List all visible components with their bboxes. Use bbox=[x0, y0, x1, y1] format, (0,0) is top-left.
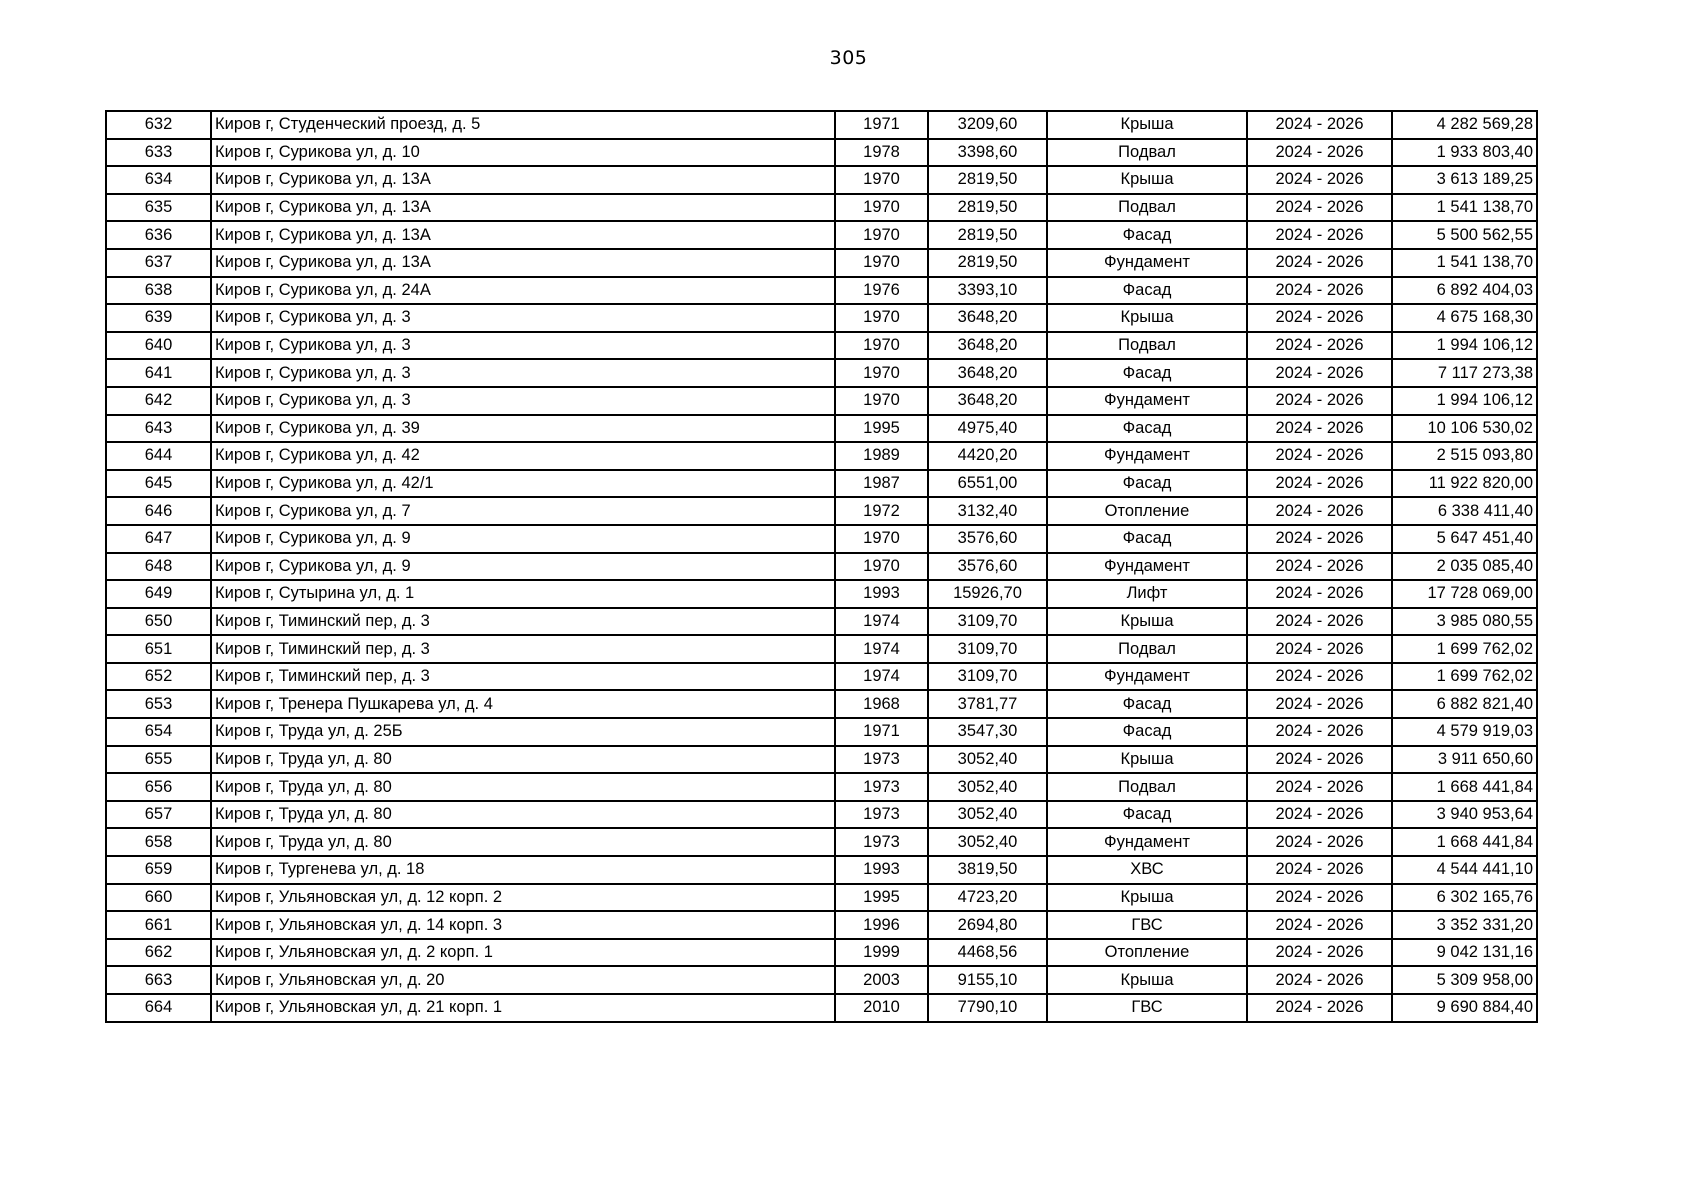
address-cell: Киров г, Труда ул, д. 80 bbox=[211, 801, 835, 829]
work-type-cell: Подвал bbox=[1047, 635, 1247, 663]
row-number: 651 bbox=[106, 635, 211, 663]
address-cell: Киров г, Сурикова ул, д. 3 bbox=[211, 332, 835, 360]
period-cell: 2024 - 2026 bbox=[1247, 580, 1392, 608]
address-cell: Киров г, Сурикова ул, д. 9 bbox=[211, 525, 835, 553]
build-year-cell: 1971 bbox=[835, 111, 928, 139]
work-type-cell: Подвал bbox=[1047, 332, 1247, 360]
work-type-cell: Фундамент bbox=[1047, 442, 1247, 470]
address-cell: Киров г, Тиминский пер, д. 3 bbox=[211, 635, 835, 663]
table-row bbox=[106, 497, 1537, 525]
address-cell: Киров г, Сурикова ул, д. 9 bbox=[211, 553, 835, 581]
row-number: 641 bbox=[106, 359, 211, 387]
build-year-cell: 1989 bbox=[835, 442, 928, 470]
build-year-cell: 1970 bbox=[835, 525, 928, 553]
cost-cell: 5 647 451,40 bbox=[1392, 525, 1537, 553]
area-cell: 4468,56 bbox=[928, 939, 1047, 967]
build-year-cell: 1970 bbox=[835, 221, 928, 249]
build-year-cell: 1970 bbox=[835, 553, 928, 581]
table-row bbox=[106, 884, 1537, 912]
table-body bbox=[106, 111, 1537, 1022]
build-year-cell: 1974 bbox=[835, 608, 928, 636]
row-number: 652 bbox=[106, 663, 211, 691]
table-row bbox=[106, 994, 1537, 1022]
address-cell: Киров г, Сурикова ул, д. 42/1 bbox=[211, 470, 835, 498]
address-cell: Киров г, Сурикова ул, д. 3 bbox=[211, 387, 835, 415]
area-cell: 3109,70 bbox=[928, 608, 1047, 636]
address-cell: Киров г, Ульяновская ул, д. 14 корп. 3 bbox=[211, 911, 835, 939]
period-cell: 2024 - 2026 bbox=[1247, 415, 1392, 443]
period-cell: 2024 - 2026 bbox=[1247, 304, 1392, 332]
address-cell: Киров г, Сурикова ул, д. 39 bbox=[211, 415, 835, 443]
period-cell: 2024 - 2026 bbox=[1247, 525, 1392, 553]
row-number: 638 bbox=[106, 277, 211, 305]
row-number: 632 bbox=[106, 111, 211, 139]
work-type-cell: Лифт bbox=[1047, 580, 1247, 608]
address-cell: Киров г, Сурикова ул, д. 42 bbox=[211, 442, 835, 470]
build-year-cell: 1995 bbox=[835, 884, 928, 912]
area-cell: 3052,40 bbox=[928, 746, 1047, 774]
period-cell: 2024 - 2026 bbox=[1247, 194, 1392, 222]
address-cell: Киров г, Ульяновская ул, д. 21 корп. 1 bbox=[211, 994, 835, 1022]
area-cell: 3547,30 bbox=[928, 718, 1047, 746]
table-row bbox=[106, 801, 1537, 829]
work-type-cell: Фундамент bbox=[1047, 828, 1247, 856]
period-cell: 2024 - 2026 bbox=[1247, 884, 1392, 912]
area-cell: 3819,50 bbox=[928, 856, 1047, 884]
work-type-cell: Фасад bbox=[1047, 359, 1247, 387]
address-cell: Киров г, Ульяновская ул, д. 2 корп. 1 bbox=[211, 939, 835, 967]
work-type-cell: Фасад bbox=[1047, 415, 1247, 443]
area-cell: 3648,20 bbox=[928, 304, 1047, 332]
address-cell: Киров г, Сурикова ул, д. 3 bbox=[211, 359, 835, 387]
cost-cell: 6 892 404,03 bbox=[1392, 277, 1537, 305]
period-cell: 2024 - 2026 bbox=[1247, 746, 1392, 774]
cost-cell: 10 106 530,02 bbox=[1392, 415, 1537, 443]
address-cell: Киров г, Сурикова ул, д. 3 bbox=[211, 304, 835, 332]
cost-cell: 1 994 106,12 bbox=[1392, 387, 1537, 415]
address-cell: Киров г, Тиминский пер, д. 3 bbox=[211, 663, 835, 691]
build-year-cell: 1970 bbox=[835, 304, 928, 332]
area-cell: 4975,40 bbox=[928, 415, 1047, 443]
row-number: 654 bbox=[106, 718, 211, 746]
area-cell: 3109,70 bbox=[928, 635, 1047, 663]
build-year-cell: 1973 bbox=[835, 828, 928, 856]
cost-cell: 1 933 803,40 bbox=[1392, 139, 1537, 167]
page-number: 305 bbox=[829, 47, 868, 69]
cost-cell: 6 882 821,40 bbox=[1392, 690, 1537, 718]
table-row bbox=[106, 166, 1537, 194]
work-type-cell: ХВС bbox=[1047, 856, 1247, 884]
cost-cell: 3 985 080,55 bbox=[1392, 608, 1537, 636]
cost-cell: 7 117 273,38 bbox=[1392, 359, 1537, 387]
cost-cell: 1 541 138,70 bbox=[1392, 249, 1537, 277]
work-type-cell: ГВС bbox=[1047, 994, 1247, 1022]
table-row bbox=[106, 194, 1537, 222]
area-cell: 3052,40 bbox=[928, 773, 1047, 801]
work-type-cell: Фасад bbox=[1047, 277, 1247, 305]
table-row bbox=[106, 608, 1537, 636]
cost-cell: 4 675 168,30 bbox=[1392, 304, 1537, 332]
table-row bbox=[106, 221, 1537, 249]
row-number: 646 bbox=[106, 497, 211, 525]
build-year-cell: 1970 bbox=[835, 387, 928, 415]
work-type-cell: Фасад bbox=[1047, 221, 1247, 249]
row-number: 662 bbox=[106, 939, 211, 967]
row-number: 637 bbox=[106, 249, 211, 277]
address-cell: Киров г, Труда ул, д. 25Б bbox=[211, 718, 835, 746]
period-cell: 2024 - 2026 bbox=[1247, 966, 1392, 994]
cost-cell: 5 500 562,55 bbox=[1392, 221, 1537, 249]
build-year-cell: 1993 bbox=[835, 580, 928, 608]
table-row bbox=[106, 773, 1537, 801]
row-number: 648 bbox=[106, 553, 211, 581]
work-type-cell: Фасад bbox=[1047, 470, 1247, 498]
period-cell: 2024 - 2026 bbox=[1247, 166, 1392, 194]
work-type-cell: Фундамент bbox=[1047, 553, 1247, 581]
period-cell: 2024 - 2026 bbox=[1247, 111, 1392, 139]
table-row bbox=[106, 939, 1537, 967]
cost-cell: 3 352 331,20 bbox=[1392, 911, 1537, 939]
period-cell: 2024 - 2026 bbox=[1247, 801, 1392, 829]
row-number: 645 bbox=[106, 470, 211, 498]
row-number: 649 bbox=[106, 580, 211, 608]
cost-cell: 6 302 165,76 bbox=[1392, 884, 1537, 912]
area-cell: 3209,60 bbox=[928, 111, 1047, 139]
table-row bbox=[106, 635, 1537, 663]
work-type-cell: Крыша bbox=[1047, 304, 1247, 332]
row-number: 664 bbox=[106, 994, 211, 1022]
period-cell: 2024 - 2026 bbox=[1247, 663, 1392, 691]
build-year-cell: 1973 bbox=[835, 773, 928, 801]
work-type-cell: Фасад bbox=[1047, 525, 1247, 553]
table-row bbox=[106, 525, 1537, 553]
cost-cell: 3 940 953,64 bbox=[1392, 801, 1537, 829]
cost-cell: 2 515 093,80 bbox=[1392, 442, 1537, 470]
cost-cell: 17 728 069,00 bbox=[1392, 580, 1537, 608]
table-row bbox=[106, 387, 1537, 415]
area-cell: 3576,60 bbox=[928, 525, 1047, 553]
work-type-cell: Крыша bbox=[1047, 884, 1247, 912]
table-row bbox=[106, 746, 1537, 774]
table-row bbox=[106, 304, 1537, 332]
address-cell: Киров г, Сурикова ул, д. 13А bbox=[211, 166, 835, 194]
row-number: 657 bbox=[106, 801, 211, 829]
row-number: 661 bbox=[106, 911, 211, 939]
area-cell: 6551,00 bbox=[928, 470, 1047, 498]
table-row bbox=[106, 111, 1537, 139]
address-cell: Киров г, Труда ул, д. 80 bbox=[211, 746, 835, 774]
period-cell: 2024 - 2026 bbox=[1247, 773, 1392, 801]
work-type-cell: Отопление bbox=[1047, 497, 1247, 525]
period-cell: 2024 - 2026 bbox=[1247, 635, 1392, 663]
row-number: 642 bbox=[106, 387, 211, 415]
period-cell: 2024 - 2026 bbox=[1247, 828, 1392, 856]
period-cell: 2024 - 2026 bbox=[1247, 387, 1392, 415]
cost-cell: 4 544 441,10 bbox=[1392, 856, 1537, 884]
period-cell: 2024 - 2026 bbox=[1247, 553, 1392, 581]
work-type-cell: ГВС bbox=[1047, 911, 1247, 939]
period-cell: 2024 - 2026 bbox=[1247, 718, 1392, 746]
table-row bbox=[106, 470, 1537, 498]
work-type-cell: Подвал bbox=[1047, 773, 1247, 801]
work-type-cell: Фундамент bbox=[1047, 663, 1247, 691]
address-cell: Киров г, Сурикова ул, д. 13А bbox=[211, 221, 835, 249]
address-cell: Киров г, Сурикова ул, д. 24А bbox=[211, 277, 835, 305]
work-type-cell: Крыша bbox=[1047, 166, 1247, 194]
period-cell: 2024 - 2026 bbox=[1247, 994, 1392, 1022]
build-year-cell: 1970 bbox=[835, 332, 928, 360]
area-cell: 4723,20 bbox=[928, 884, 1047, 912]
address-cell: Киров г, Тургенева ул, д. 18 bbox=[211, 856, 835, 884]
period-cell: 2024 - 2026 bbox=[1247, 221, 1392, 249]
row-number: 635 bbox=[106, 194, 211, 222]
work-type-cell: Подвал bbox=[1047, 139, 1247, 167]
table-row bbox=[106, 828, 1537, 856]
area-cell: 3393,10 bbox=[928, 277, 1047, 305]
cost-cell: 1 699 762,02 bbox=[1392, 663, 1537, 691]
work-type-cell: Фасад bbox=[1047, 801, 1247, 829]
cost-cell: 2 035 085,40 bbox=[1392, 553, 1537, 581]
area-cell: 2819,50 bbox=[928, 249, 1047, 277]
address-cell: Киров г, Ульяновская ул, д. 20 bbox=[211, 966, 835, 994]
cost-cell: 3 911 650,60 bbox=[1392, 746, 1537, 774]
cost-cell: 9 042 131,16 bbox=[1392, 939, 1537, 967]
table-row bbox=[106, 249, 1537, 277]
address-cell: Киров г, Студенческий проезд, д. 5 bbox=[211, 111, 835, 139]
build-year-cell: 1970 bbox=[835, 194, 928, 222]
work-type-cell: Отопление bbox=[1047, 939, 1247, 967]
address-cell: Киров г, Сурикова ул, д. 10 bbox=[211, 139, 835, 167]
build-year-cell: 1987 bbox=[835, 470, 928, 498]
area-cell: 3052,40 bbox=[928, 801, 1047, 829]
period-cell: 2024 - 2026 bbox=[1247, 497, 1392, 525]
build-year-cell: 1993 bbox=[835, 856, 928, 884]
work-type-cell: Фундамент bbox=[1047, 387, 1247, 415]
period-cell: 2024 - 2026 bbox=[1247, 332, 1392, 360]
build-year-cell: 1973 bbox=[835, 746, 928, 774]
table-row bbox=[106, 415, 1537, 443]
work-type-cell: Фасад bbox=[1047, 690, 1247, 718]
table-row bbox=[106, 580, 1537, 608]
cost-cell: 1 994 106,12 bbox=[1392, 332, 1537, 360]
area-cell: 9155,10 bbox=[928, 966, 1047, 994]
address-cell: Киров г, Ульяновская ул, д. 12 корп. 2 bbox=[211, 884, 835, 912]
row-number: 643 bbox=[106, 415, 211, 443]
period-cell: 2024 - 2026 bbox=[1247, 608, 1392, 636]
table-row bbox=[106, 359, 1537, 387]
period-cell: 2024 - 2026 bbox=[1247, 277, 1392, 305]
work-type-cell: Фасад bbox=[1047, 718, 1247, 746]
repair-program-table bbox=[105, 110, 1538, 1023]
area-cell: 3781,77 bbox=[928, 690, 1047, 718]
table-row bbox=[106, 442, 1537, 470]
build-year-cell: 1970 bbox=[835, 359, 928, 387]
row-number: 639 bbox=[106, 304, 211, 332]
row-number: 658 bbox=[106, 828, 211, 856]
work-type-cell: Крыша bbox=[1047, 746, 1247, 774]
build-year-cell: 1999 bbox=[835, 939, 928, 967]
cost-cell: 9 690 884,40 bbox=[1392, 994, 1537, 1022]
period-cell: 2024 - 2026 bbox=[1247, 359, 1392, 387]
build-year-cell: 2003 bbox=[835, 966, 928, 994]
period-cell: 2024 - 2026 bbox=[1247, 856, 1392, 884]
area-cell: 3052,40 bbox=[928, 828, 1047, 856]
cost-cell: 1 668 441,84 bbox=[1392, 828, 1537, 856]
build-year-cell: 1978 bbox=[835, 139, 928, 167]
build-year-cell: 1970 bbox=[835, 249, 928, 277]
row-number: 644 bbox=[106, 442, 211, 470]
area-cell: 3132,40 bbox=[928, 497, 1047, 525]
row-number: 656 bbox=[106, 773, 211, 801]
row-number: 653 bbox=[106, 690, 211, 718]
area-cell: 7790,10 bbox=[928, 994, 1047, 1022]
row-number: 660 bbox=[106, 884, 211, 912]
row-number: 663 bbox=[106, 966, 211, 994]
area-cell: 4420,20 bbox=[928, 442, 1047, 470]
build-year-cell: 1973 bbox=[835, 801, 928, 829]
row-number: 659 bbox=[106, 856, 211, 884]
table-row bbox=[106, 663, 1537, 691]
row-number: 633 bbox=[106, 139, 211, 167]
period-cell: 2024 - 2026 bbox=[1247, 470, 1392, 498]
period-cell: 2024 - 2026 bbox=[1247, 939, 1392, 967]
area-cell: 3109,70 bbox=[928, 663, 1047, 691]
build-year-cell: 1968 bbox=[835, 690, 928, 718]
cost-cell: 6 338 411,40 bbox=[1392, 497, 1537, 525]
work-type-cell: Крыша bbox=[1047, 111, 1247, 139]
table-row bbox=[106, 277, 1537, 305]
cost-cell: 1 668 441,84 bbox=[1392, 773, 1537, 801]
cost-cell: 5 309 958,00 bbox=[1392, 966, 1537, 994]
cost-cell: 3 613 189,25 bbox=[1392, 166, 1537, 194]
address-cell: Киров г, Сурикова ул, д. 7 bbox=[211, 497, 835, 525]
address-cell: Киров г, Сурикова ул, д. 13А bbox=[211, 194, 835, 222]
area-cell: 3648,20 bbox=[928, 387, 1047, 415]
address-cell: Киров г, Сурикова ул, д. 13А bbox=[211, 249, 835, 277]
row-number: 636 bbox=[106, 221, 211, 249]
period-cell: 2024 - 2026 bbox=[1247, 139, 1392, 167]
build-year-cell: 1976 bbox=[835, 277, 928, 305]
row-number: 634 bbox=[106, 166, 211, 194]
table-row bbox=[106, 139, 1537, 167]
period-cell: 2024 - 2026 bbox=[1247, 690, 1392, 718]
table-row bbox=[106, 332, 1537, 360]
row-number: 655 bbox=[106, 746, 211, 774]
cost-cell: 1 541 138,70 bbox=[1392, 194, 1537, 222]
row-number: 640 bbox=[106, 332, 211, 360]
period-cell: 2024 - 2026 bbox=[1247, 442, 1392, 470]
row-number: 650 bbox=[106, 608, 211, 636]
area-cell: 3576,60 bbox=[928, 553, 1047, 581]
build-year-cell: 1996 bbox=[835, 911, 928, 939]
table-row bbox=[106, 718, 1537, 746]
build-year-cell: 2010 bbox=[835, 994, 928, 1022]
work-type-cell: Фундамент bbox=[1047, 249, 1247, 277]
area-cell: 3648,20 bbox=[928, 359, 1047, 387]
cost-cell: 11 922 820,00 bbox=[1392, 470, 1537, 498]
area-cell: 15926,70 bbox=[928, 580, 1047, 608]
period-cell: 2024 - 2026 bbox=[1247, 249, 1392, 277]
address-cell: Киров г, Сутырина ул, д. 1 bbox=[211, 580, 835, 608]
address-cell: Киров г, Тиминский пер, д. 3 bbox=[211, 608, 835, 636]
cost-cell: 4 282 569,28 bbox=[1392, 111, 1537, 139]
period-cell: 2024 - 2026 bbox=[1247, 911, 1392, 939]
work-type-cell: Крыша bbox=[1047, 966, 1247, 994]
row-number: 647 bbox=[106, 525, 211, 553]
address-cell: Киров г, Труда ул, д. 80 bbox=[211, 773, 835, 801]
area-cell: 2819,50 bbox=[928, 194, 1047, 222]
build-year-cell: 1971 bbox=[835, 718, 928, 746]
area-cell: 3648,20 bbox=[928, 332, 1047, 360]
area-cell: 3398,60 bbox=[928, 139, 1047, 167]
cost-cell: 1 699 762,02 bbox=[1392, 635, 1537, 663]
area-cell: 2694,80 bbox=[928, 911, 1047, 939]
table-row bbox=[106, 690, 1537, 718]
build-year-cell: 1970 bbox=[835, 166, 928, 194]
build-year-cell: 1972 bbox=[835, 497, 928, 525]
work-type-cell: Крыша bbox=[1047, 608, 1247, 636]
address-cell: Киров г, Труда ул, д. 80 bbox=[211, 828, 835, 856]
build-year-cell: 1974 bbox=[835, 663, 928, 691]
table-row bbox=[106, 856, 1537, 884]
area-cell: 2819,50 bbox=[928, 166, 1047, 194]
table-row bbox=[106, 911, 1537, 939]
table-row bbox=[106, 553, 1537, 581]
area-cell: 2819,50 bbox=[928, 221, 1047, 249]
build-year-cell: 1995 bbox=[835, 415, 928, 443]
build-year-cell: 1974 bbox=[835, 635, 928, 663]
cost-cell: 4 579 919,03 bbox=[1392, 718, 1537, 746]
work-type-cell: Подвал bbox=[1047, 194, 1247, 222]
table-row bbox=[106, 966, 1537, 994]
address-cell: Киров г, Тренера Пушкарева ул, д. 4 bbox=[211, 690, 835, 718]
